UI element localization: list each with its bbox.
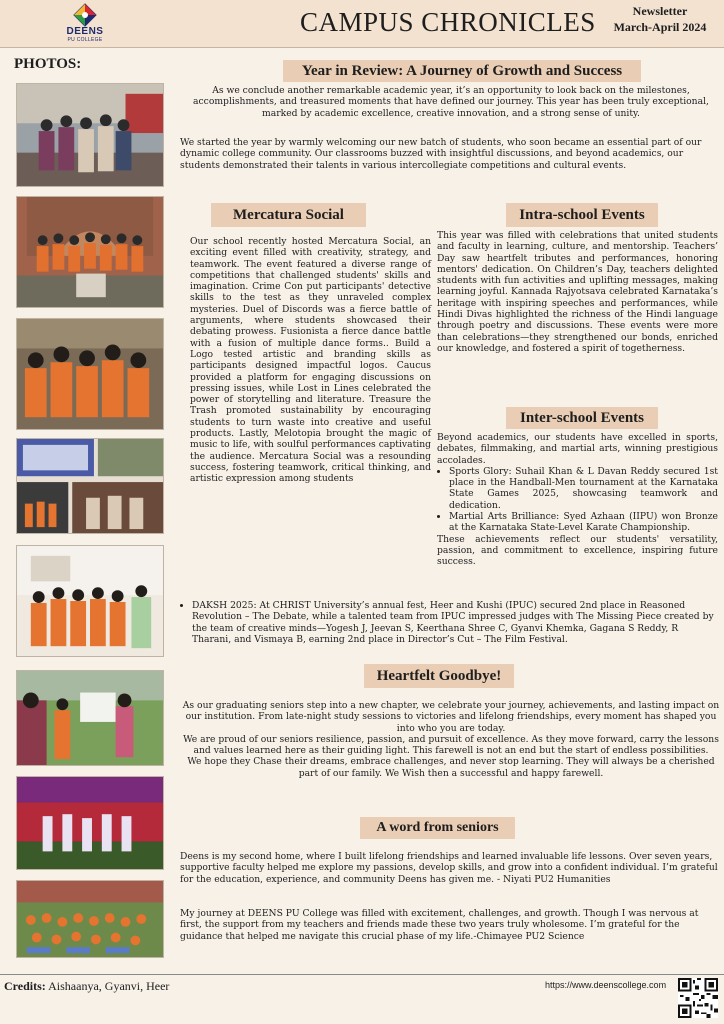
college-logo xyxy=(60,3,110,47)
inter-outro: These achievements reflect our students' versatility, passion, and commitment to excellence, inspiring future success. xyxy=(437,533,718,568)
photo-group-6 xyxy=(16,776,164,870)
inter-section xyxy=(437,432,718,568)
inter-heading: Inter-school Events xyxy=(506,407,658,429)
intra-body: This year was filled with celebrations that united students and faculty in learning, culture, and mentorship. Teachers’ Day saw heartfelt tributes and performances, honoring mentors' dedication. On Children’s Day, teachers delighted students with fun activities and uplifting messages, making learning joyful. Kannada Rajyotsava celebrated Karnataka’s heritage with inspiring speeches and performances, while Hindi Divas highlighted the richness of the Hindi language through poetry and discussions. These events were more than celebrations—they strengthened our bonds, enriched our knowledge, and fostered a spirit of togetherness. xyxy=(437,230,718,354)
achievement-sports: • Sports Glory: Suhail Khan & L Davan Reddy secured 1st place in the Handball-Men tournament at the Karnataka State Games 2025, showcasing teamwork and dedication. xyxy=(449,466,718,511)
photo-group-7 xyxy=(16,880,164,958)
logo-subtitle: PU COLLEGE xyxy=(67,37,103,43)
mercatura-body: Our school recently hosted Mercatura Social, an exciting event filled with creativity, strategy, and teamwork. The event featured a diverse range of competitions that challenged students' skills and imagination. Crime Con put participants' detective skills to the test as they unraveled complex mysteries. Duel of Discords was a fierce battle of arguments, where students showcased their debating prowess. Fusionista a fierce dance battle with a fusion of multiple dance forms.. Build a Logo tested artistic and branding skills as participants designed impactful logos. Caucus provided a platform for engaging discussions on pressing issues, while Lost in Lines celebrated the power of storytelling and literature. Treasure the Trash promoted sustainability by encouraging students to turn waste into creative and useful products. Lastly, Melotopia brought the magic of music to life, with soulful performances captivating the audience. Mercatura Social was a resounding success, fostering teamwork, critical thinking, and artistic expression among students xyxy=(190,236,431,485)
inter-achievements-list xyxy=(437,466,718,534)
logo-name: DEENS xyxy=(66,26,104,37)
senior-quote-chimayee: My journey at DEENS PU College was filled with excitement, challenges, and growth. Though I was nervous at first, the support from my teachers and friends made these two years truly wholesome. I’m grateful for the guidance that helped me navigate this crucial phase of my life.-Chimayee PU2 Science xyxy=(180,908,699,942)
photo-group-4 xyxy=(16,545,164,657)
photo-group-5 xyxy=(16,670,164,766)
newsletter-title: CAMPUS CHRONICLES xyxy=(300,7,596,37)
seniors-heading: A word from seniors xyxy=(360,817,515,839)
qr-code-icon[interactable] xyxy=(678,978,718,1018)
year-review-intro: As we conclude another remarkable academic year, it’s an opportunity to look back on the milestones, accomplishments, and treasured moments that have defined our journey. This year has been truly exceptional, marked by academic excellence, creative innovation, and a strong sense of unity. xyxy=(193,85,709,119)
photo-group-1 xyxy=(16,83,164,187)
senior-quote-niyati: Deens is my second home, where I built lifelong friendships and learned invaluable life lessons. Over seven years, supportive faculty helped me explore my passions, develop skills, and grow into a confident individual. I’m grateful for the education, experience, and community Deens has given me. - Niyati PU2 Humanities xyxy=(180,851,718,885)
issue-type: Newsletter xyxy=(632,4,688,18)
photo-group-2 xyxy=(16,196,164,308)
photo-group-3 xyxy=(16,318,164,430)
issue-date: March-April 2024 xyxy=(613,20,707,34)
credits xyxy=(4,979,169,994)
goodbye-section xyxy=(180,700,722,779)
goodbye-heading: Heartfelt Goodbye! xyxy=(364,664,514,688)
year-review-welcome: We started the year by warmly welcoming our new batch of students, who soon became an essential part of our dynamic college community. Our classrooms buzzed with insightful discussions, and beyond academics, our students demonstrated their talents in various intercollegiate competitions and cultural events. xyxy=(180,137,702,171)
footer xyxy=(0,974,724,1024)
goodbye-para-1: As our graduating seniors step into a new chapter, we celebrate your journey, achievements, and lasting impact on our institution. From late-night study sessions to victories and lifelong friendships, every moment has shaped you into who you are today. xyxy=(182,700,720,734)
credits-names: Aishaanya, Gyanvi, Heer xyxy=(48,979,170,993)
daksh-item: • DAKSH 2025: At CHRIST University’s annual fest, Heer and Kushi (IPUC) secured 2nd place in Reasoned Revolution – The Debate, while a talented team from IPUC impressed judges with The Missing Piece created by the team of creative minds—Yogesh J, Jeevan S, Keerthana Shree C, Gyanvi Khemka, Gagana S Reddy, R Tharani, and Vismaya B, earning 2nd place in Director’s Cut – The Film Festival. xyxy=(192,600,720,645)
achievement-martial-arts: • Martial Arts Brilliance: Syed Azhaan (IIPU) won Bronze at the Karnataka State-Level Karate Championship. xyxy=(449,511,718,534)
goodbye-para-2: We are proud of our seniors resilience, passion, and pursuit of excellence. As they move forward, carry the lessons and values learned here as their guiding light. This farewell is not an end but the start of endless possibilities. xyxy=(183,733,719,757)
issue-info xyxy=(612,3,708,35)
credits-label: Credits: xyxy=(4,979,46,993)
photo-collage xyxy=(16,438,164,534)
daksh-section xyxy=(180,600,720,645)
intra-heading: Intra-school Events xyxy=(506,203,658,227)
year-review-heading: Year in Review: A Journey of Growth and Success xyxy=(283,60,641,82)
logo-emblem-icon xyxy=(72,3,98,27)
college-website-link[interactable]: https://www.deenscollege.com xyxy=(545,980,667,990)
daksh-list xyxy=(180,600,720,645)
newsletter-header xyxy=(0,0,724,48)
photos-label: PHOTOS: xyxy=(14,56,82,72)
mercatura-heading: Mercatura Social xyxy=(211,203,366,227)
inter-intro: Beyond academics, our students have excelled in sports, debates, filmmaking, and martial arts, winning prestigious accolades. xyxy=(437,432,718,466)
goodbye-para-3: We hope they Chase their dreams, embrace challenges, and never stop learning. They will always be a cherished part of our family. We Wish then a successful and happy farewell. xyxy=(187,756,715,779)
